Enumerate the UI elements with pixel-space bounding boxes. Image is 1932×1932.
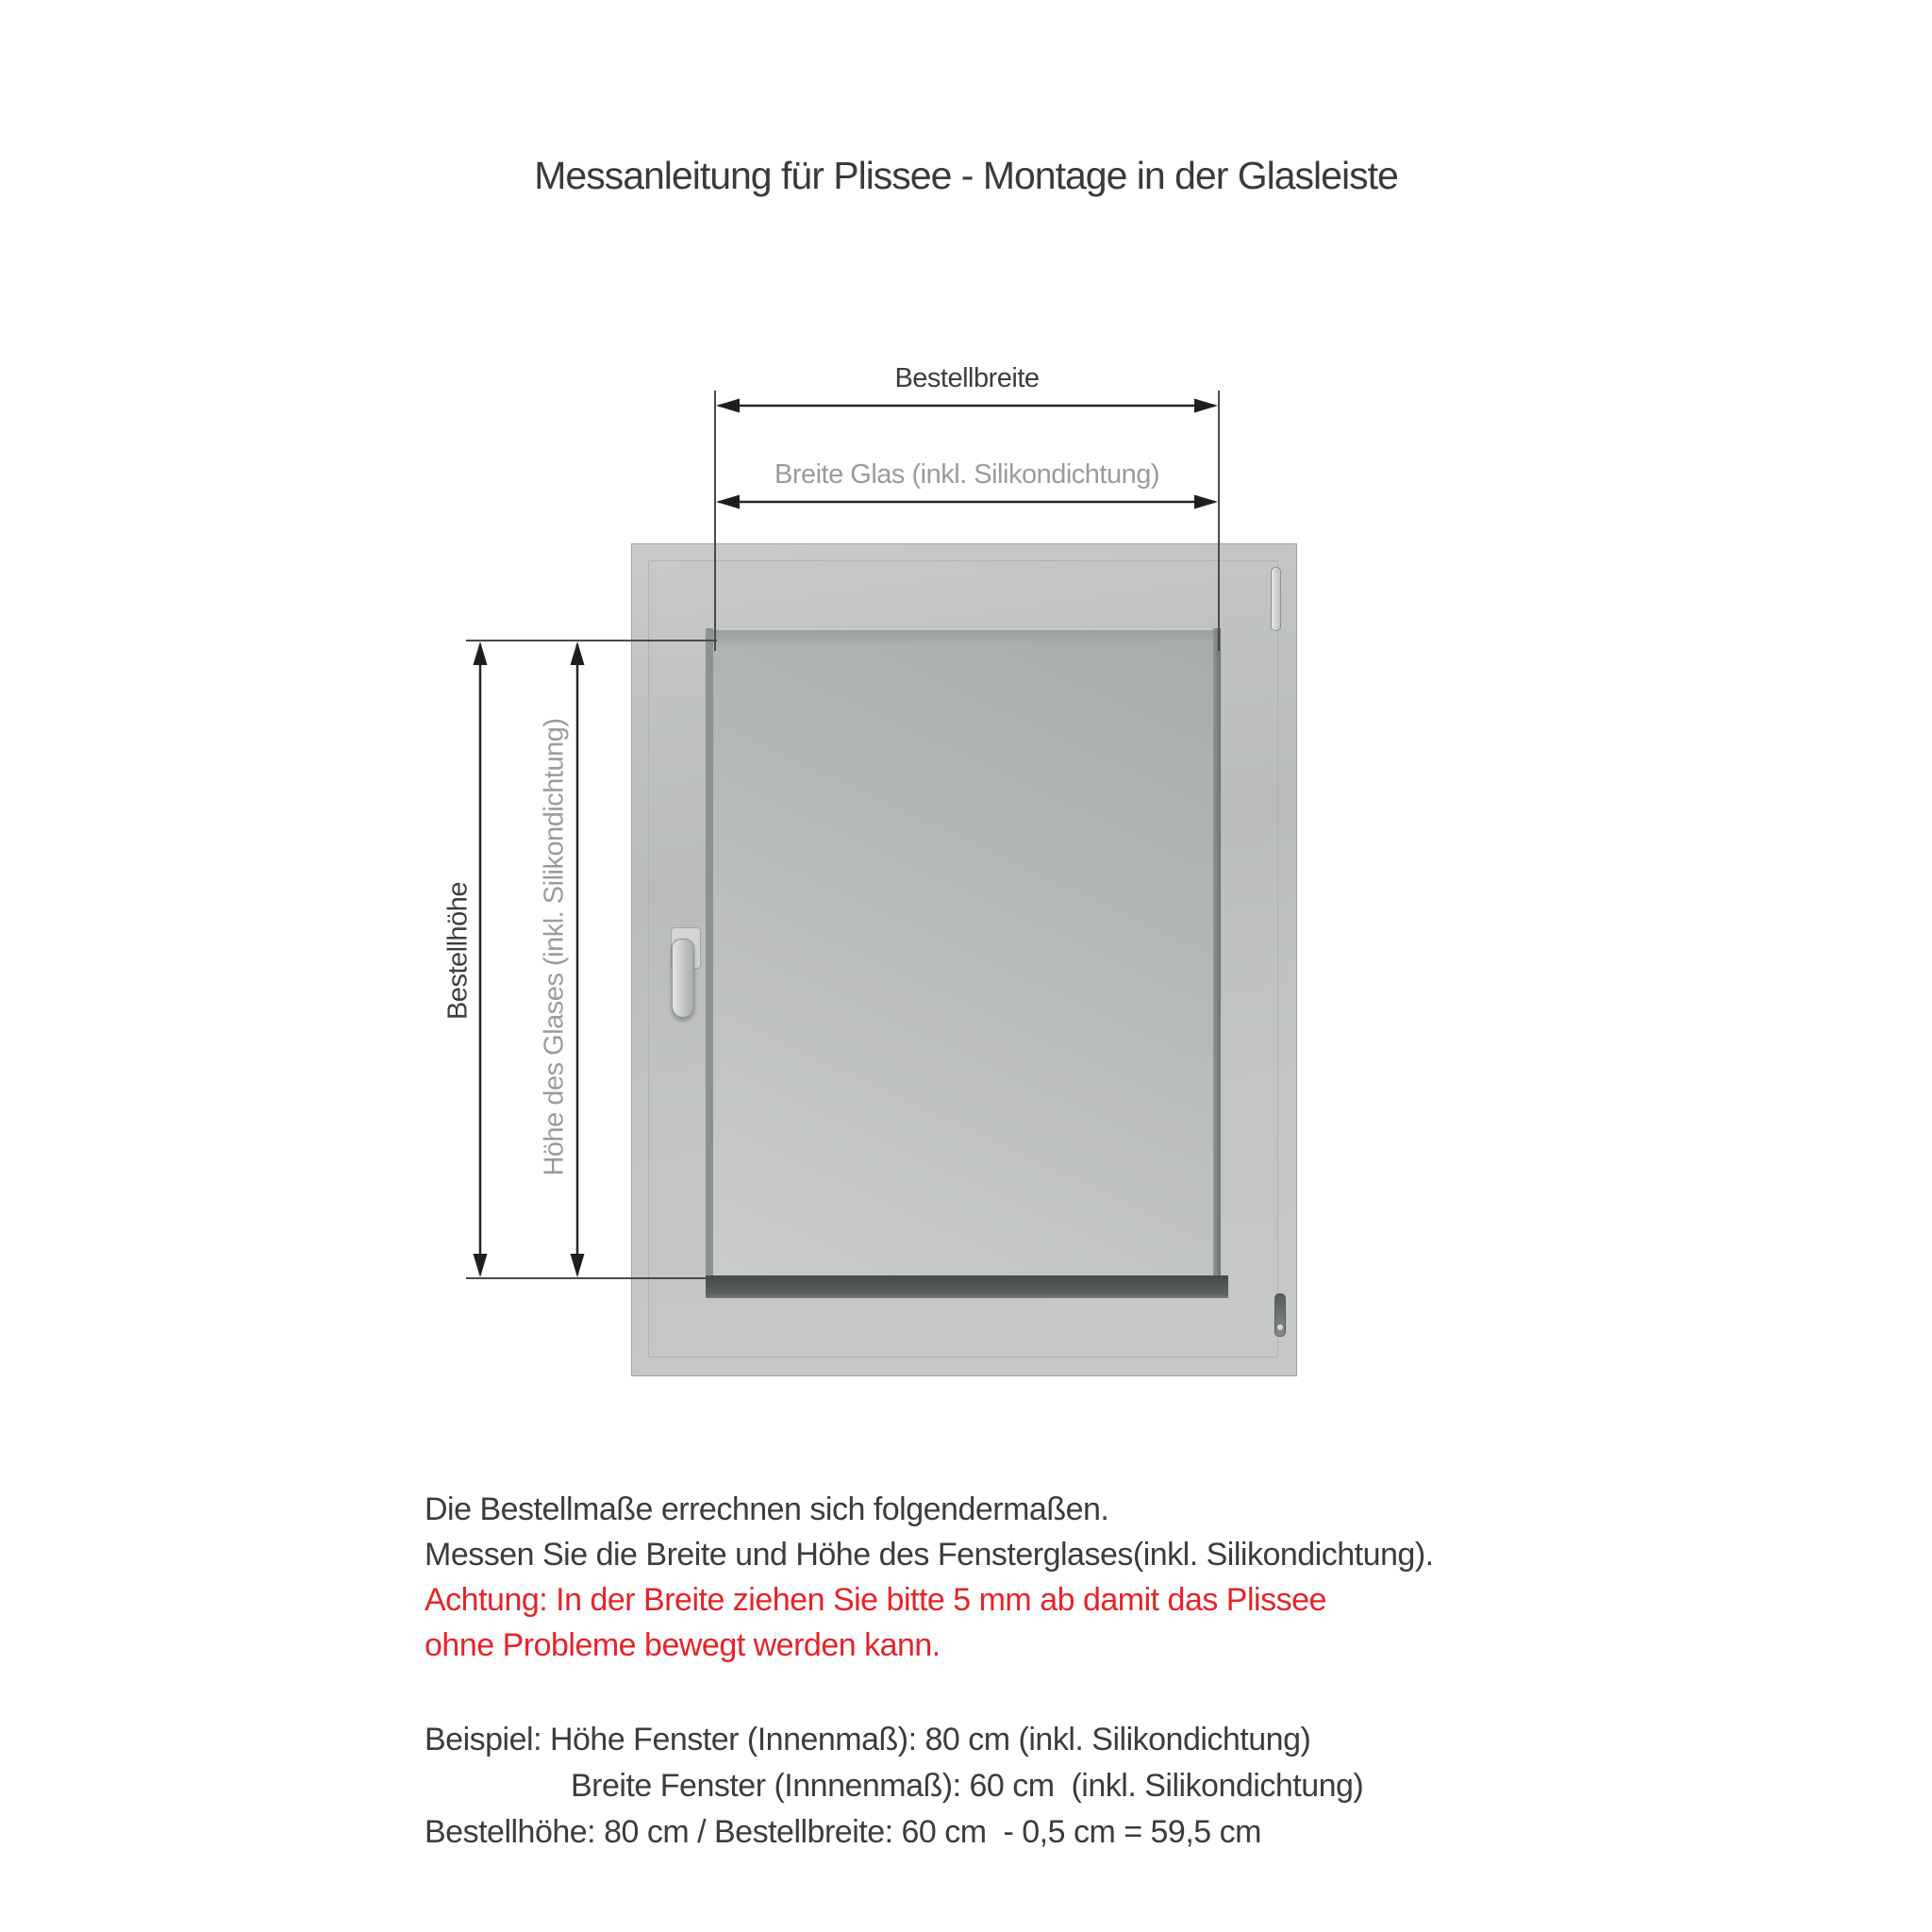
example-line: Beispiel: Höhe Fenster (Innenmaß): 80 cm (inkl. Silikondichtung) — [425, 1722, 1311, 1757]
arrowhead-left-icon — [716, 495, 740, 509]
instructions-block — [425, 1487, 1745, 1668]
hinge-bottom-icon — [1274, 1293, 1286, 1337]
warning-line: ohne Probleme bewegt werden kann. — [425, 1627, 941, 1663]
page-title: Messanleitung für Plissee - Montage in der Glasleiste — [534, 154, 1398, 197]
arrowhead-down-icon — [474, 1254, 488, 1277]
example-block — [425, 1717, 1745, 1856]
glass-top-bead — [713, 628, 1221, 645]
instruction-line: Messen Sie die Breite und Höhe des Fensterglases(inkl. Silikondichtung). — [425, 1537, 1434, 1573]
breite-glas-label: Breite Glas (inkl. Silikondichtung) — [774, 459, 1159, 490]
arrowhead-down-icon — [571, 1254, 585, 1277]
arrowhead-right-icon — [1194, 495, 1218, 509]
page: Messanleitung für Plissee - Montage in der Glasleiste Bestellbreite Breite Glas (inkl. Silikondichtung) Bestellhöhe Höhe des Glases (inkl. Silikondichtung) Die Bestellmaße errechnen sich folgendermaßen. Messen Sie die Breite und Höhe des Fensterglases(inkl. Silikondichtung). Achtung: In der Breite ziehen Sie bitte 5 mm ab damit das Plissee ohne Probleme bewegt werden kann. Beispiel: Höhe Fenster (Innenmaß): 80 cm (inkl. Silikondichtung) Breite Fenster (Innnenmaß): 60 cm (inkl. Silikondichtung) Bestellhöhe: 80 cm / Bestellbreite: 60 cm - 0,5 cm = 59,5 cm — [0, 0, 1932, 1932]
window-glass — [713, 628, 1221, 1298]
example-line: Breite Fenster (Innnenmaß): 60 cm (inkl. Silikondichtung) — [571, 1768, 1364, 1804]
glass-bottom-bevel — [706, 1275, 1228, 1298]
arrowhead-left-icon — [716, 399, 740, 413]
glass-right-bevel — [1213, 628, 1221, 1298]
arrowhead-right-icon — [1194, 399, 1218, 413]
window-sash-gap — [706, 628, 713, 1298]
example-line: Bestellhöhe: 80 cm / Bestellbreite: 60 cm - 0,5 cm = 59,5 cm — [425, 1814, 1261, 1850]
instruction-line: Die Bestellmaße errechnen sich folgendermaßen. — [425, 1491, 1109, 1527]
window-handle — [672, 939, 694, 1018]
arrowhead-up-icon — [571, 641, 585, 665]
warning-line: Achtung: In der Breite ziehen Sie bitte 5 mm ab damit das Plissee — [425, 1582, 1326, 1618]
arrowhead-up-icon — [474, 641, 488, 665]
bestellbreite-label: Bestellbreite — [894, 363, 1040, 393]
hinge-top-icon — [1271, 567, 1281, 631]
hinge-pin-icon — [1277, 1324, 1283, 1330]
